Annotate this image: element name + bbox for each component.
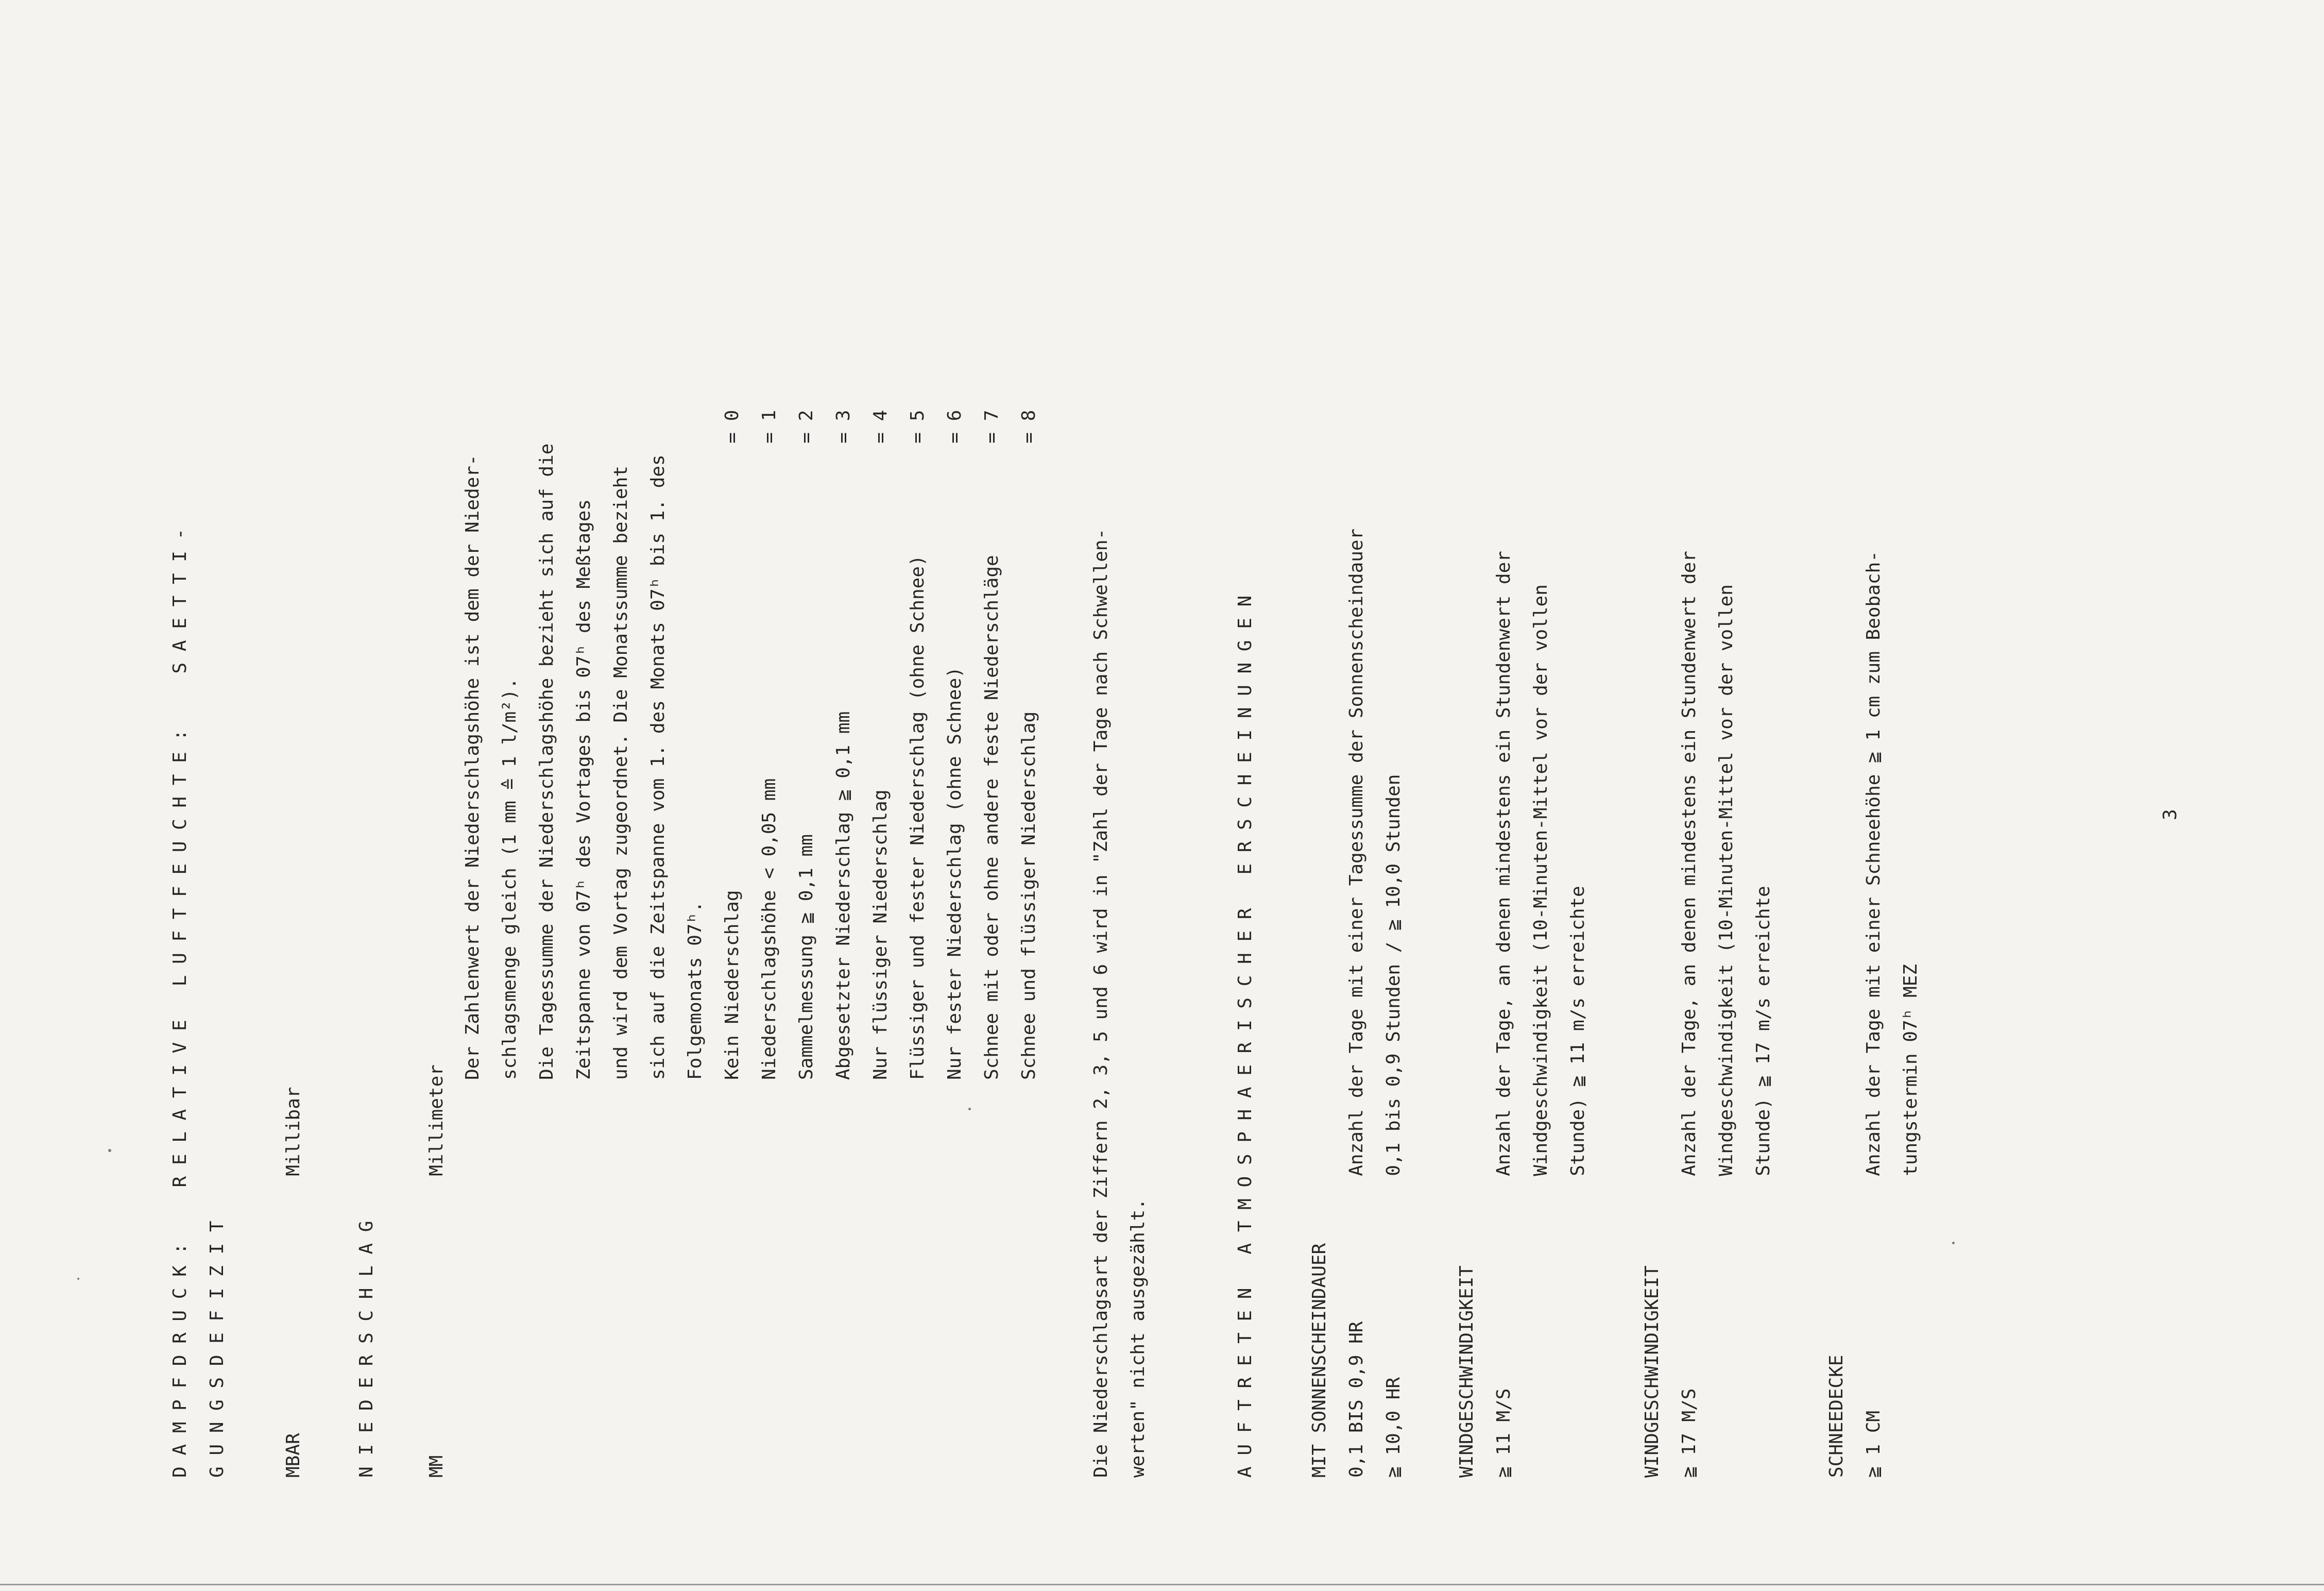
text-line: Zeitspanne von 07ʰ des Vortages bis 07ʰ des Meßtages xyxy=(573,499,594,1080)
definition-line: Windgeschwindigkeit (10-Minuten-Mittel vor der vollen xyxy=(1530,584,1551,1478)
note-line: Die Niederschlagsart der Ziffern 2, 3, 5 und 6 wird in "Zahl der Tage nach Schwellen- xyxy=(1090,528,1112,1478)
definition-line: Stunde) ≧ 11 m/s erreichte xyxy=(1567,886,1588,1478)
scan-speck xyxy=(77,1278,79,1280)
code-row: Nur flüssiger Niederschlag = 4 xyxy=(870,410,891,1080)
section-heading-erscheinungen: A U F T R E T E N A T M O S P H A E R I S C H E R E R S C H E I N U N G E N xyxy=(1235,595,1256,1478)
scan-edge-line xyxy=(0,1584,2324,1585)
label-line: MIT SONNENSCHEINDAUER xyxy=(1309,1243,1330,1478)
code-row: Nur fester Niederschlag (ohne Schnee) = 6 xyxy=(944,410,965,1080)
text-line: sich auf die Zeitspanne vom 1. des Monats 07ʰ bis 1. des xyxy=(647,454,669,1080)
code-row: Niederschlagshöhe < 0,05 mm = 1 xyxy=(759,410,780,1080)
definition-line: ≧ 1 CM Anzahl der Tage mit einer Schneehöhe ≧ 1 cm zum Beobach- xyxy=(1863,551,1884,1478)
definition-line: tungstermin 07ʰ MEZ xyxy=(1900,964,1921,1478)
text-line: Der Zahlenwert der Niederschlagshöhe ist dem der Nieder- xyxy=(462,454,483,1080)
definition-line: Stunde) ≧ 17 m/s erreichte xyxy=(1753,886,1774,1478)
code-row: Schnee mit oder ohne andere feste Niederschläge = 7 xyxy=(981,410,1002,1080)
unit-line-mm: MM Millimeter xyxy=(426,1064,447,1478)
note-line: werten" nicht ausgezählt. xyxy=(1127,1198,1149,1478)
text-line: Folgemonats 07ʰ. xyxy=(685,901,706,1080)
definition-line: ≧ 11 M/S Anzahl der Tage, an denen mindestens ein Stundenwert der xyxy=(1493,551,1514,1478)
unit-line-mbar: MBAR Millibar xyxy=(283,1087,304,1478)
label-line: SCHNEEDECKE xyxy=(1826,1355,1847,1478)
label-line: WINDGESCHWINDIGKEIT xyxy=(1456,1265,1477,1478)
heading-continuation: G U N G S D E F I Z I T xyxy=(207,1221,228,1478)
section-heading-niederschlag: N I E D E R S C H L A G xyxy=(356,1221,377,1478)
definition-line: Windgeschwindigkeit (10-Minuten-Mittel vor der vollen xyxy=(1716,584,1737,1478)
definition-line: ≧ 17 M/S Anzahl der Tage, an denen mindestens ein Stundenwert der xyxy=(1679,551,1700,1478)
definition-line: 0,1 BIS 0,9 HR Anzahl der Tage mit einer Tagessumme der Sonnenscheindauer xyxy=(1346,528,1367,1478)
code-row: Sammelmessung ≧ 0,1 mm = 2 xyxy=(796,410,817,1080)
code-row: Flüssiger und fester Niederschlag (ohne Schnee) = 5 xyxy=(907,410,928,1080)
label-line: WINDGESCHWINDIGKEIT xyxy=(1642,1265,1663,1478)
code-row: Kein Niederschlag = 0 xyxy=(722,410,743,1080)
page-number: 3 xyxy=(2160,809,2181,820)
text-line: Die Tagessumme der Niederschlagshöhe bezieht sich auf die xyxy=(536,443,557,1080)
scan-speck xyxy=(968,1108,971,1110)
code-row: Schnee und flüssiger Niederschlag = 8 xyxy=(1018,410,1039,1080)
scan-speck xyxy=(1952,1242,1955,1244)
definition-line: ≧ 10,0 HR 0,1 bis 0,9 Stunden / ≧ 10,0 Stunden xyxy=(1383,774,1404,1478)
section-heading-dampfdruck: D A M P F D R U C K : R E L A T I V E L U F T F E U C H T E : S A E T T I - xyxy=(169,528,191,1478)
scan-speck xyxy=(108,1149,111,1152)
text-line: und wird dem Vortag zugeordnet. Die Monatssumme bezieht xyxy=(610,465,631,1080)
text-line: schlagsmenge gleich (1 mm ≙ 1 l/m²). xyxy=(499,678,520,1080)
code-row: Abgesetzter Niederschlag ≧ 0,1 mm = 3 xyxy=(833,410,854,1080)
